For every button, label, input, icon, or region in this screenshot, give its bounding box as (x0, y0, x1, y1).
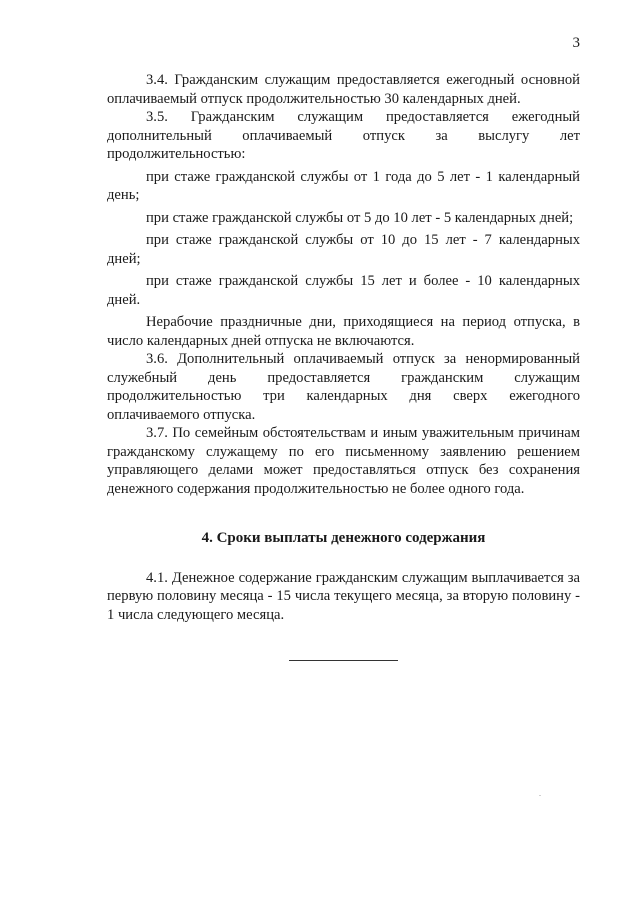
document-body (107, 71, 580, 624)
end-divider (289, 660, 398, 661)
paragraph-3-4: 3.4. Гражданским служащим предоставляется ежегодный основной оплачиваемый отпуск продолжительностью 30 календарных дней. (107, 72, 580, 107)
paragraph-3-6: 3.6. Дополнительный оплачиваемый отпуск за ненормированный служебный день предоставляется гражданским служащим продолжительностью три календарных дня сверх ежегодного оплачиваемого отпуска. (107, 351, 580, 423)
paragraph-3-7: 3.7. По семейным обстоятельствам и иным уважительным причинам гражданскому служащему по его письменному заявлению решением управляющего делами может предоставляться отпуск без сохранения денежного содержания продолжительностью не более одного года. (107, 425, 580, 497)
list-item-3-5-a: при стаже гражданской службы от 1 года до 5 лет - 1 календарный день; (107, 168, 580, 203)
paragraph-3-5: 3.5. Гражданским служащим предоставляется ежегодный дополнительный оплачиваемый отпуск за выслугу лет продолжительностью: (107, 109, 580, 162)
page-number: 3 (572, 35, 580, 51)
paragraph-4-1: 4.1. Денежное содержание гражданским служащим выплачивается за первую половину месяца - 15 числа текущего месяца, за вторую половину - 1 числа следующего месяца. (107, 569, 580, 623)
list-item-3-5-b: при стаже гражданской службы от 5 до 10 лет - 5 календарных дней; (146, 209, 574, 226)
list-item-3-5-c: при стаже гражданской службы от 10 до 15 лет - 7 календарных дней; (107, 232, 580, 267)
section-4-heading: 4. Сроки выплаты денежного содержания (201, 530, 486, 546)
paragraph-3-5-note: Нерабочие праздничные дни, приходящиеся на период отпуска, в число календарных дней отпуска не включаются. (107, 314, 580, 349)
scan-mark: . (539, 789, 541, 798)
list-item-3-5-d: при стаже гражданской службы 15 лет и более - 10 календарных дней. (107, 273, 580, 308)
